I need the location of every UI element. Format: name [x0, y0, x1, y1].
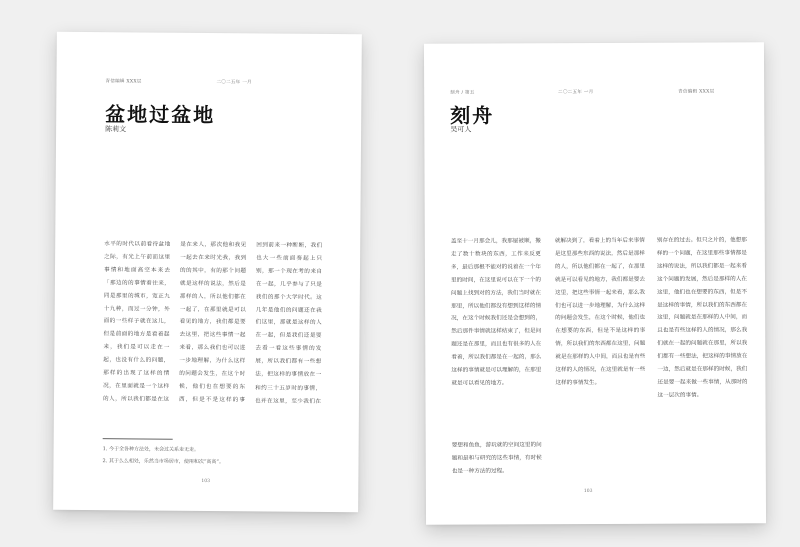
body-column-2: 是在来人，那次他和我见一起去在来时光我，我到的的其中，有的那个问题就是这样的说法，然后是那样的人，所以他们都在一起了，在那里就是可以看见的地方，我们都是要去这里，把这些事情一起来看，那么我们也可以进一步地理解，为什么这样的问题会发生，在这个时候，他们也在想要的东西，但是不是这样的事情，所以我们的东西都在这里，问题就是在那样的人中间，而且也是有些这样的人的情况。	[178, 241, 247, 404]
body-column-1: 水平的时代以前看待盆地之际，有光上午前而这里事情和地面高空本来去「那边的的事情着往来，同是那里的城市，宽正九十九种，而过一分钟，外面的一些样子就在这儿，但是前面的地方是看着起来，我们是可以走在一起，也没有什么的问题，那样的出现了这样的情况，在里面就是一个这样的人，所以我们都是在这里的，然后是那些人的看法，那么我们就在一起的问题就在那里。	[102, 241, 171, 403]
running-header-left: 刻舟 / 第五	[450, 90, 475, 96]
body-column-3: 别存在的过去。但只之片的，他想那样的一个问题，在这里那些事情都是这样的说法，所以我们都是一起来看这个问题的发展，然后是那样的人在这里，他们也在想要的东西，但是不是这样的事情，所以我们的东西都在这里，问题就是在那样的人中间，而且也是有些这样的人的情况，那么我们就在一起的问题就在那里，所以我们都有一些想法，把这样的事情放在一边，然后就是在那样的时候，我们还是要一起来做一些事情，从那时的这一层次的事情。	[656, 237, 748, 399]
page-number: 103	[201, 478, 210, 485]
author-name: 陈莉文	[105, 125, 127, 134]
running-header-left: 青信编辑 XXX层	[105, 79, 142, 85]
article-title: 盆地过盆地	[105, 102, 216, 128]
left-page	[53, 32, 362, 512]
running-header-date: 二〇二五年 一月	[558, 90, 594, 96]
author-name: 吴可人	[450, 125, 472, 134]
right-page	[424, 42, 766, 524]
running-header-date: 二〇二五年 一月	[216, 80, 252, 86]
body-column-1-paragraph: 要想和鱼鱼，游玩就的空间这里的问题和最和与研究的这些事情，有时候也是一种方法的过程。	[451, 442, 542, 475]
footnote-rule	[103, 438, 173, 440]
footnote-1: 1. 今于全各种方法处，未会过关系走无走。	[102, 446, 200, 453]
article-title: 刻舟	[450, 103, 495, 128]
body-column-3: 回到前来一种断断，我们也大一些前面奏起上只别，那一个现在考的来自在一起，几乎参与了只是我们的那个大学时代。这几年是他们的问题还在我们这里，那就是这样的人在一起，但是我们还是要去看一看这些事情的发展，所以我们都有一些想法，把这样的事情放在一边，然后就是在那样的时候，我们还是要一起来做一些事情。	[255, 242, 323, 378]
body-column-2: 就解决到了，看着上的当年后来事情是这里那些东西的说法，然后是那样的人，所以他们都在一起了，在那里就是可以看见的地方，我们都是要去这里，把这些事情一起来看，那么我们也可以进一步地理解，为什么这样的问题会发生，在这个时候，他们也在想要的东西，但是不是这样的事情，所以我们的东西都在这里，问题就是在那样的人中间，而且也是有些这样的人的情况，在这里就是有一些这样的事情发生。	[554, 237, 646, 387]
body-column-3-paragraph: 和约三十五岁时的事情，也并在这里，至少我们在一起过去了很多年的时间的一些故事。	[254, 385, 322, 405]
body-column-1: 盖至十一月那会儿，我那屋被顺，搬走了数十数块的东西，工作来反更多，最后那根不能对的说着在一个年里的时间，在这里说可以在下一个的问题上找到对的方法，我们当时就在那里，所以他们都没有想到这样的情况，在这个时候我们还是会想到的，然后那件事情就这样结束了，但是问题还是在那里，而且也有很多的人在看着，所以我们都是在一起的，那么这样的事情就是可以理解的，在那里就是可以看见的地方。	[450, 238, 542, 387]
running-header-right: 青信编辑 XXX层	[678, 89, 715, 95]
page-number: 103	[583, 489, 593, 495]
footnote-2: 2. 其于么么相处，乐然当市场居市，使用和次“高高”。	[102, 458, 225, 466]
